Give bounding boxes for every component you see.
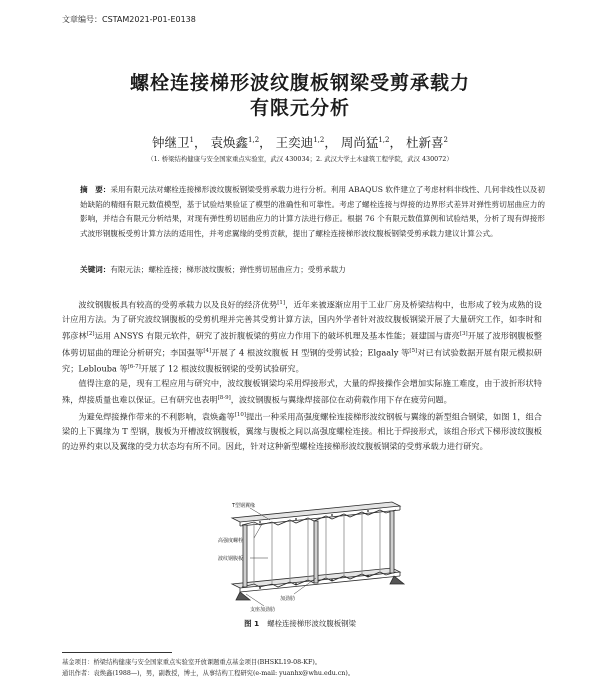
author-name: 袁焕鑫 <box>210 135 249 150</box>
author-affil-sup: 1,2 <box>313 135 325 144</box>
document-id: 文章编号：CSTAM2021-P01-E0138 <box>62 15 196 24</box>
bolt <box>331 579 333 581</box>
keywords-text: 有限元法；螺栓连接；梯形波纹腹板；弹性剪切屈曲应力；受剪承载力 <box>110 265 346 274</box>
author-name: 周尚猛 <box>340 135 379 150</box>
label-stiffener: 加劲肋 <box>280 596 296 602</box>
text-run: 开展了波形钢腹板整体剪切屈曲的理论分析研究；李国强等 <box>62 330 542 358</box>
text-run: 值得注意的是，现有工程应用与研究中，波纹腹板钢梁均采用焊接形式，大量的焊接操作会增加实际施工难度，由于波折形状特殊，焊接质量也难以保证。已有研究也表明 <box>62 378 542 405</box>
affiliation: （1. 桥梁结构健康与安全国家重点实验室，武汉 430034；2. 武汉大学土木建筑工程学院，武汉 430072） <box>147 155 453 163</box>
text-run: 开展了 4 根波纹腹板 H 型钢的受剪试验；Elgaaly 等 <box>211 347 410 358</box>
footnote-rule <box>62 652 172 653</box>
text-run: 对已有试验数据开展有限元模拟研究；Leblouba 等 <box>62 347 542 374</box>
citation: [5] <box>409 347 418 354</box>
text-run: 为避免焊接操作带来的不利影响，袁焕鑫等 <box>78 411 235 422</box>
paper-title-line1: 螺栓连接梯形波纹腹板钢梁受剪承载力 <box>129 72 470 94</box>
figure-number: 图 1 <box>244 619 260 628</box>
author-name: 钟继卫 <box>152 135 190 150</box>
label-support-stiffener: 支座加劲肋 <box>250 607 276 613</box>
author-separator: ， <box>259 135 272 150</box>
keywords-label: 关键词： <box>80 265 111 274</box>
paper-title-line2: 有限元分析 <box>249 97 350 119</box>
figure-bolted-corrugated-beam <box>210 498 410 614</box>
author-separator: ， <box>324 135 337 150</box>
citation: [8-9] <box>217 395 231 402</box>
bolt <box>259 587 261 589</box>
footnote-corresponding-author: 通讯作者：袁焕鑫(1988—)，男，副教授，博士，从事结构工程研究(e-mail: yuanhx@whu.edu.cn)。 <box>62 670 355 677</box>
citation: [3] <box>459 331 468 338</box>
author-affil-sup: 1,2 <box>248 135 260 144</box>
author-separator: ， <box>389 135 402 150</box>
author-affil-sup: 2 <box>443 135 448 144</box>
bolt <box>331 514 333 516</box>
figure-caption-text: 螺栓连接梯形波纹腹板钢梁 <box>267 619 356 628</box>
keywords <box>80 264 545 275</box>
text-run: ，近年来被逐渐应用于工业厂房及桥梁结构中，也形成了较为成熟的设计应用方法。为了研究波纹钢腹板的受剪机理并完善其受剪计算方法，国内外学者针对波纹腹板钢梁开展了大量研究工作，如李时和郭彦林 <box>62 299 542 341</box>
bolt <box>295 583 297 585</box>
author-affil-sup: 1 <box>189 135 195 144</box>
mid-stiffener <box>314 521 318 583</box>
text-run: 开展了 12 根波纹腹板钢梁的受剪试验研究。 <box>140 363 304 374</box>
bolt <box>259 521 261 523</box>
leader-line <box>254 524 262 538</box>
author-name: 王奕迪 <box>275 135 314 150</box>
text-run: 提出一种采用高强度螺栓连接梯形波纹钢板与翼缘的新型组合钢梁，如图 1，组合梁的上下翼缘为 T 型钢，腹板为开槽波纹钢腹板，翼缘与腹板之间以高强度螺栓连接。相比于焊接形式，该组合形式下梯形波纹腹板的边界约束以及翼缘的受力状态均有所不同。因此，针对这种新型螺栓连接梯形波纹腹板钢梁的受剪承载力进行研究。 <box>62 411 542 451</box>
text-run: ，波纹钢腹板与翼缘焊接部位在动荷载作用下存在疲劳问题。 <box>230 394 452 405</box>
bolt <box>367 575 369 577</box>
text-run: 运用 ANSYS 有限元软件，研究了波折腹板梁的剪应力作用下的破坏机理及基本性能；聂建国与唐亮 <box>94 330 460 341</box>
figure-caption <box>0 618 600 629</box>
paragraph-welding <box>62 376 542 407</box>
bolt <box>367 510 369 512</box>
end-stiffener <box>390 511 394 573</box>
label-flange: T型钢翼缘 <box>232 503 256 509</box>
citation: [2] <box>86 331 95 338</box>
text-run: 波纹钢腹板具有较高的受剪承载力以及良好的经济优势 <box>78 299 278 310</box>
citation: [4] <box>203 347 212 354</box>
citation: [6-7] <box>127 364 141 371</box>
body-text <box>62 296 542 453</box>
support <box>390 576 404 584</box>
author-list <box>0 133 600 151</box>
paragraph-intro <box>62 296 542 376</box>
citation: [10] <box>234 411 247 418</box>
label-bolt: 高强度螺栓 <box>218 538 244 544</box>
author-name: 杜新喜 <box>405 135 444 150</box>
label-web: 波纹钢腹板 <box>218 556 244 562</box>
author-affil-sup: 1,2 <box>378 135 390 144</box>
abstract-text: 采用有限元法对螺栓连接梯形波纹腹板钢梁受剪承载力进行分析。利用 ABAQUS 软件建立了考虑材料非线性、几何非线性以及初始缺陷的精细有限元数值模型，基于试验结果验证了模型的准确性和可靠性。考虑了螺栓连接与焊接的边界形式差异对弹性剪切屈曲应力的影响，并结合有限元分析结果，对现有弹性剪切屈曲应力的计算方法进行修正。根据 76 个有限元数值算例和试验结果，分析了现有焊接形式波形钢腹板受剪计算方法的适用性，并考虑翼缘的受剪贡献，提出了螺栓连接梯形波纹腹板钢梁受剪承载力建议计算公式。 <box>80 185 546 238</box>
paragraph-bolted <box>62 408 542 454</box>
abstract <box>80 183 545 241</box>
footnote-funding: 基金项目：桥梁结构健康与安全国家重点实验室开放课题重点基金项目(BHSKL19-08-KF)。 <box>62 659 322 666</box>
support <box>236 592 250 600</box>
citation: [1] <box>277 300 286 306</box>
author-separator: ， <box>194 135 207 150</box>
bolt <box>295 518 297 520</box>
end-stiffener <box>243 525 247 587</box>
abstract-label: 摘 要： <box>80 185 111 194</box>
